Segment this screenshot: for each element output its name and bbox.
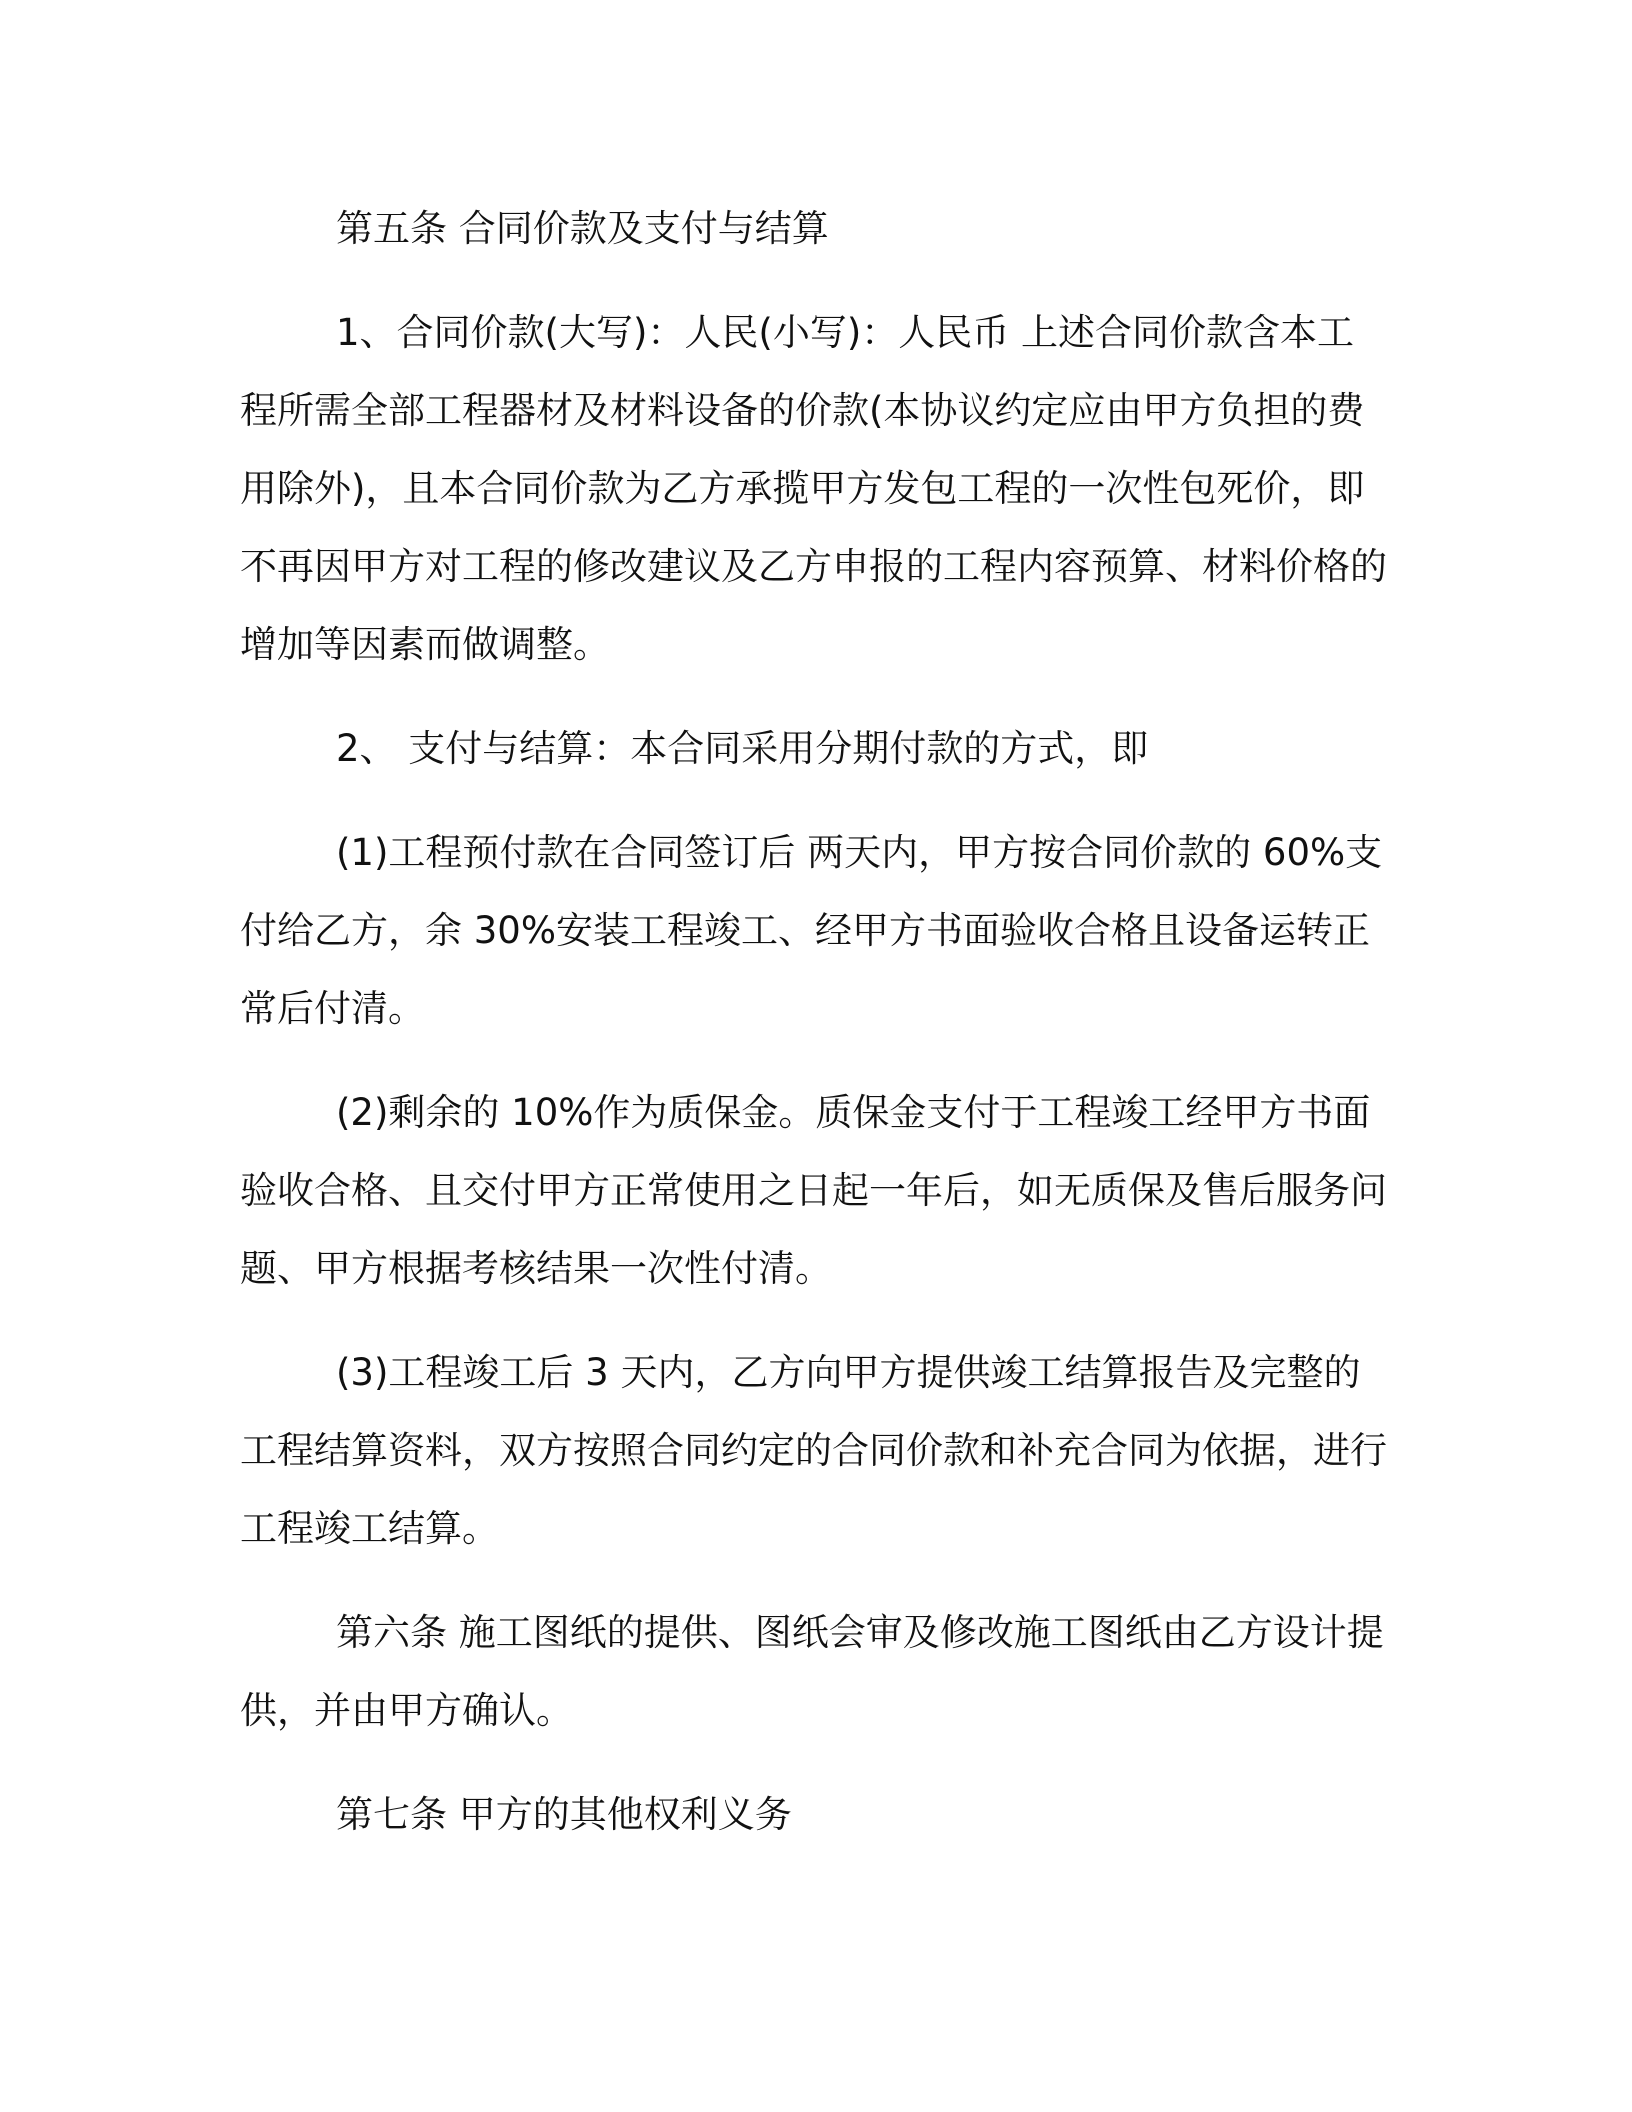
article-5-heading: 第五条 合同价款及支付与结算 — [336, 207, 829, 250]
article-7-heading: 第七条 甲方的其他权利义务 — [336, 1793, 792, 1836]
item-2-warranty-deposit: (2)剩余的 10%作为质保金。质保金支付于工程竣工经甲方书面验收合格、且交付甲方正常使用之日起一年后，如无质保及售后服务问题、甲方根据考核结果一次性付清。 — [240, 1091, 1387, 1290]
clause-1-contract-price: 1、合同价款(大写)：人民(小写)：人民币 上述合同价款含本工程所需全部工程器材及材料设备的价款(本协议约定应由甲方负担的费用除外)，且本合同价款为乙方承揽甲方发包工程的一次性包死价，即不再因甲方对工程的修改建议及乙方申报的工程内容预算、材料价格的增加等因素而做调整。 — [240, 311, 1387, 666]
item-3-completion-settlement: (3)工程竣工后 3 天内，乙方向甲方提供竣工结算报告及完整的工程结算资料，双方按照合同约定的合同价款和补充合同为依据，进行工程竣工结算。 — [240, 1351, 1387, 1550]
document-page — [240, 190, 1390, 1854]
article-6-drawings: 第六条 施工图纸的提供、图纸会审及修改施工图纸由乙方设计提供，并由甲方确认。 — [240, 1611, 1384, 1732]
item-1-advance-payment: (1)工程预付款在合同签订后 两天内，甲方按合同价款的 60%支付给乙方，余 30%安装工程竣工、经甲方书面验收合格且设备运转正常后付清。 — [240, 831, 1383, 1030]
clause-2-payment-settlement: 2、 支付与结算：本合同采用分期付款的方式，即 — [336, 727, 1149, 770]
